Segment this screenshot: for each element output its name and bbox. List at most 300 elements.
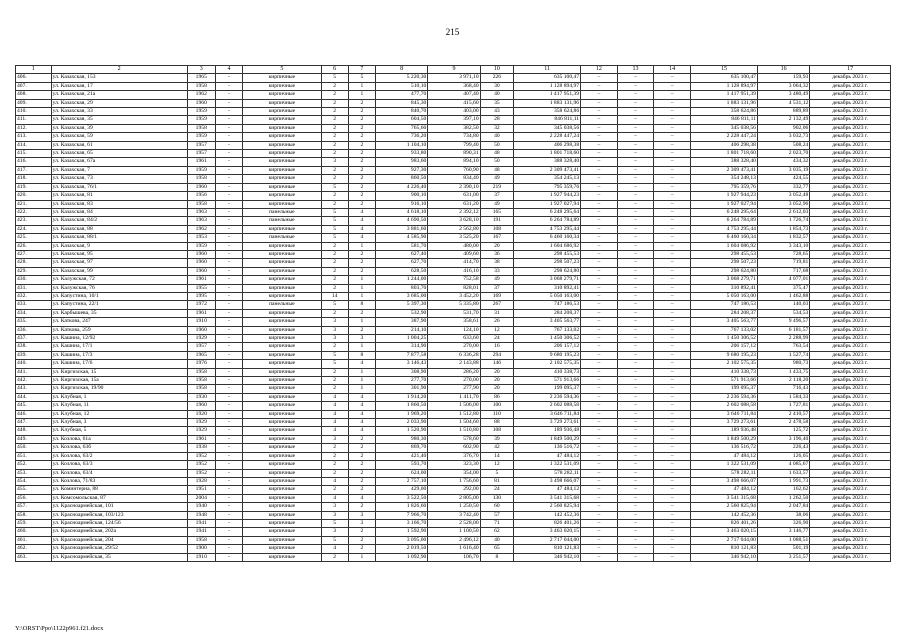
cost-per-sqm-cell: 140,03 — [757, 301, 809, 309]
col-14-cell: – — [654, 234, 691, 242]
row-number-cell: 454. — [16, 477, 52, 485]
year-built-cell: 1959 — [187, 133, 215, 141]
col-14-cell: – — [654, 435, 691, 443]
row-number-cell: 409. — [16, 99, 52, 107]
col-13-cell: – — [617, 284, 654, 292]
floors-cell: 2 — [321, 486, 348, 494]
address-cell: ул. Козлова, 63б — [51, 444, 187, 452]
row-number-cell: 418. — [16, 175, 52, 183]
address-cell: ул. Комсомольская, 87 — [51, 494, 187, 502]
total-cost-cell: 3 541 315,68 — [690, 494, 757, 502]
living-area-cell: 368,40 — [428, 82, 480, 90]
col-12-cell: – — [581, 402, 618, 410]
entrances-cell: 4 — [348, 208, 375, 216]
residents-cell: 24 — [480, 486, 513, 494]
wall-material-cell: кирпичные — [243, 91, 321, 99]
cost-cell: 2 717 044,00 — [514, 536, 581, 544]
year-built-cell: 1962 — [187, 91, 215, 99]
table-row — [16, 141, 891, 149]
total-area-cell: 387,90 — [375, 318, 427, 326]
residents-cell: 40 — [480, 91, 513, 99]
total-area-cell: 1 969,20 — [375, 410, 427, 418]
col-14-cell: – — [654, 452, 691, 460]
cost-cell: 1 322 531,09 — [514, 461, 581, 469]
row-number-cell: 419. — [16, 183, 52, 191]
deadline-cell: декабрь 2023 г. — [810, 377, 891, 385]
entrances-cell: 1 — [348, 284, 375, 292]
total-cost-cell: 2 102 575,35 — [690, 360, 757, 368]
total-area-cell: 627,40 — [375, 250, 427, 258]
table-row — [16, 452, 891, 460]
address-cell: ул. Козлова, 63/2 — [51, 452, 187, 460]
cost-cell: 826 401,26 — [514, 519, 581, 527]
table-row — [16, 486, 891, 494]
col-4-cell: - — [215, 553, 242, 561]
address-cell: ул. Козлова, 61а — [51, 435, 187, 443]
col-4-cell: - — [215, 309, 242, 317]
col-4-cell: - — [215, 158, 242, 166]
col-12-cell: – — [581, 427, 618, 435]
deadline-cell: декабрь 2023 г. — [810, 208, 891, 216]
col-14-cell: – — [654, 377, 691, 385]
col-4-cell: - — [215, 477, 242, 485]
col-4-cell: - — [215, 116, 242, 124]
total-area-cell: 510,10 — [375, 82, 427, 90]
residents-cell: 35 — [480, 99, 513, 107]
residents-cell: 71 — [480, 519, 513, 527]
col-4-cell: - — [215, 528, 242, 536]
col-14-cell: – — [654, 393, 691, 401]
cost-cell: 635 100,47 — [514, 74, 581, 82]
table-row — [16, 377, 891, 385]
row-number-cell: 407. — [16, 82, 52, 90]
cost-cell: 6 460 160,34 — [514, 234, 581, 242]
address-cell: ул. Кашина, 17/1 — [51, 343, 187, 351]
entrances-cell: 1 — [348, 343, 375, 351]
year-built-cell: 1960 — [187, 183, 215, 191]
total-cost-cell: 346 942,10 — [690, 553, 757, 561]
total-cost-cell: 826 401,26 — [690, 519, 757, 527]
floors-cell: 4 — [321, 393, 348, 401]
col-4-cell: - — [215, 133, 242, 141]
year-built-cell: 1960 — [187, 267, 215, 275]
floors-cell: 2 — [321, 284, 348, 292]
col-4-cell: - — [215, 208, 242, 216]
address-cell: ул. Казахская, 61 — [51, 141, 187, 149]
address-cell: ул. Капустина, 22/1 — [51, 301, 187, 309]
row-number-cell: 448. — [16, 427, 52, 435]
row-number-cell: 436. — [16, 326, 52, 334]
living-area-cell: 323,30 — [428, 461, 480, 469]
col-4-cell: - — [215, 259, 242, 267]
col-14-cell: – — [654, 469, 691, 477]
total-area-cell: 421,40 — [375, 452, 427, 460]
entrances-cell: 1 — [348, 553, 375, 561]
total-area-cell: 2 033,90 — [375, 419, 427, 427]
table-row — [16, 528, 891, 536]
total-cost-cell: 47 484,12 — [690, 452, 757, 460]
living-area-cell: 106,70 — [428, 553, 480, 561]
wall-material-cell: кирпичные — [243, 74, 321, 82]
col-12-cell: – — [581, 166, 618, 174]
year-built-cell: 1929 — [187, 419, 215, 427]
col-12-cell: – — [581, 242, 618, 250]
entrances-cell: 1 — [348, 385, 375, 393]
housing-table — [15, 65, 891, 562]
address-cell: ул. Казахская, 88/1 — [51, 234, 187, 242]
table-row — [16, 175, 891, 183]
col-12-cell: – — [581, 377, 618, 385]
col-4-cell: - — [215, 318, 242, 326]
address-cell: ул. Калужская, 72 — [51, 276, 187, 284]
col-13-cell: – — [617, 402, 654, 410]
address-cell: ул. Козлова, 63/3 — [51, 461, 187, 469]
row-number-cell: 422. — [16, 208, 52, 216]
residents-cell: 16 — [480, 343, 513, 351]
col-12-cell: – — [581, 385, 618, 393]
wall-material-cell: кирпичные — [243, 326, 321, 334]
cost-cell: 4 753 295,44 — [514, 225, 581, 233]
col-14-cell: – — [654, 250, 691, 258]
entrances-cell: 4 — [348, 393, 375, 401]
deadline-cell: декабрь 2023 г. — [810, 133, 891, 141]
entrances-cell: 5 — [348, 74, 375, 82]
table-row — [16, 444, 891, 452]
col-14-cell: – — [654, 427, 691, 435]
header-cell-1: 1 — [16, 66, 52, 74]
year-built-cell: 1960 — [187, 99, 215, 107]
living-area-cell: 376,70 — [428, 452, 480, 460]
floors-cell: 2 — [321, 385, 348, 393]
col-4-cell: - — [215, 99, 242, 107]
deadline-cell: декабрь 2023 г. — [810, 528, 891, 536]
wall-material-cell: кирпичные — [243, 267, 321, 275]
cost-per-sqm-cell: 424,55 — [757, 175, 809, 183]
total-area-cell: 3 881,60 — [375, 225, 427, 233]
cost-cell: 747 186,53 — [514, 301, 581, 309]
col-12-cell: – — [581, 133, 618, 141]
row-number-cell: 415. — [16, 150, 52, 158]
entrances-cell: 2 — [348, 99, 375, 107]
row-number-cell: 452. — [16, 461, 52, 469]
row-number-cell: 443. — [16, 385, 52, 393]
row-number-cell: 428. — [16, 259, 52, 267]
table-row — [16, 545, 891, 553]
col-13-cell: – — [617, 536, 654, 544]
cost-cell: 406 298,38 — [514, 141, 581, 149]
cost-per-sqm-cell: 326,90 — [757, 519, 809, 527]
cost-per-sqm-cell: 2 410,57 — [757, 410, 809, 418]
address-cell: ул. Казахская, 67а — [51, 158, 187, 166]
year-built-cell: 1952 — [187, 452, 215, 460]
floors-cell: 2 — [321, 276, 348, 284]
living-area-cell: 2 392,12 — [428, 208, 480, 216]
residents-cell: 24 — [480, 335, 513, 343]
year-built-cell: 1900 — [187, 545, 215, 553]
entrances-cell: 2 — [348, 452, 375, 460]
cost-cell: 2 309 473,41 — [514, 166, 581, 174]
col-4-cell: - — [215, 335, 242, 343]
address-cell: ул. Казахская, 33 — [51, 108, 187, 116]
deadline-cell: декабрь 2023 г. — [810, 419, 891, 427]
residents-cell: 14 — [480, 452, 513, 460]
wall-material-cell: кирпичные — [243, 385, 321, 393]
col-13-cell: – — [617, 435, 654, 443]
cost-per-sqm-cell: 3 064,32 — [757, 82, 809, 90]
entrances-cell: 2 — [348, 435, 375, 443]
col-14-cell: – — [654, 326, 691, 334]
col-13-cell: – — [617, 410, 654, 418]
wall-material-cell: панельные — [243, 234, 321, 242]
living-area-cell: 3 525,20 — [428, 234, 480, 242]
floors-cell: 2 — [321, 192, 348, 200]
col-12-cell: – — [581, 553, 618, 561]
cost-cell: 298 455,53 — [514, 250, 581, 258]
table-row — [16, 343, 891, 351]
year-built-cell: 1941 — [187, 519, 215, 527]
address-cell: ул. Казахская, 21а — [51, 91, 187, 99]
table-row — [16, 99, 891, 107]
row-number-cell: 425. — [16, 234, 52, 242]
total-area-cell: 1 592,90 — [375, 528, 427, 536]
residents-cell: 267 — [480, 301, 513, 309]
wall-material-cell: кирпичные — [243, 250, 321, 258]
wall-material-cell: кирпичные — [243, 419, 321, 427]
col-14-cell: – — [654, 351, 691, 359]
total-area-cell: 927,30 — [375, 166, 427, 174]
total-area-cell: 1 092,90 — [375, 553, 427, 561]
year-built-cell: 1960 — [187, 326, 215, 334]
residents-cell: 48 — [480, 150, 513, 158]
residents-cell: 50 — [480, 158, 513, 166]
total-cost-cell: 635 100,47 — [690, 74, 757, 82]
cost-per-sqm-cell: 159,93 — [757, 74, 809, 82]
table-row — [16, 192, 891, 200]
col-4-cell: - — [215, 410, 242, 418]
residents-cell: 165 — [480, 208, 513, 216]
row-number-cell: 453. — [16, 469, 52, 477]
entrances-cell: 2 — [348, 150, 375, 158]
cost-cell: 346 942,10 — [514, 553, 581, 561]
col-14-cell: – — [654, 318, 691, 326]
wall-material-cell: кирпичные — [243, 99, 321, 107]
total-cost-cell: 388 328,40 — [690, 158, 757, 166]
row-number-cell: 463. — [16, 553, 52, 561]
floors-cell: 5 — [321, 74, 348, 82]
total-cost-cell: 4 753 295,44 — [690, 225, 757, 233]
floors-cell: 2 — [321, 124, 348, 132]
total-area-cell: 1 520,90 — [375, 427, 427, 435]
row-number-cell: 459. — [16, 519, 52, 527]
table-row — [16, 553, 891, 561]
address-cell: ул. Киргизская, 15а — [51, 377, 187, 385]
floors-cell: 2 — [321, 461, 348, 469]
residents-cell: 20 — [480, 242, 513, 250]
cost-cell: 199 095,37 — [514, 385, 581, 393]
cost-per-sqm-cell: 4 077,01 — [757, 276, 809, 284]
cost-cell: 9 680 195,23 — [514, 351, 581, 359]
deadline-cell: декабрь 2023 г. — [810, 309, 891, 317]
address-cell: ул. Красноармейская, 204 — [51, 536, 187, 544]
col-14-cell: – — [654, 385, 691, 393]
col-4-cell: - — [215, 234, 242, 242]
cost-cell: 846 811,11 — [514, 116, 581, 124]
cost-cell: 571 913,66 — [514, 377, 581, 385]
living-area-cell: 2 805,00 — [428, 494, 480, 502]
living-area-cell: 1 512,80 — [428, 410, 480, 418]
col-12-cell: – — [581, 494, 618, 502]
cost-per-sqm-cell: 501,19 — [757, 545, 809, 553]
table-row — [16, 217, 891, 225]
col-13-cell: – — [617, 116, 654, 124]
col-12-cell: – — [581, 259, 618, 267]
cost-per-sqm-cell: 719,81 — [757, 259, 809, 267]
total-cost-cell: 1 417 951,39 — [690, 91, 757, 99]
total-cost-cell: 298 507,23 — [690, 259, 757, 267]
col-13-cell: – — [617, 267, 654, 275]
deadline-cell: декабрь 2023 г. — [810, 116, 891, 124]
col-12-cell: – — [581, 82, 618, 90]
total-cost-cell: 2 236 594,36 — [690, 393, 757, 401]
entrances-cell: 1 — [348, 318, 375, 326]
col-4-cell: - — [215, 377, 242, 385]
address-cell: ул. Казахская, 83 — [51, 200, 187, 208]
col-4-cell: - — [215, 166, 242, 174]
entrances-cell: 1 — [348, 377, 375, 385]
col-4-cell: - — [215, 242, 242, 250]
table-row — [16, 242, 891, 250]
total-cost-cell: 354 248,13 — [690, 175, 757, 183]
deadline-cell: декабрь 2023 г. — [810, 469, 891, 477]
col-12-cell: – — [581, 528, 618, 536]
row-number-cell: 429. — [16, 267, 52, 275]
cost-per-sqm-cell: 3 196,40 — [757, 435, 809, 443]
address-cell: ул. Киргизская, 15 — [51, 368, 187, 376]
address-cell: ул. Казахская, 29 — [51, 99, 187, 107]
cost-per-sqm-cell: 162,62 — [757, 486, 809, 494]
living-area-cell: 602,90 — [428, 444, 480, 452]
total-area-cell: 7 877,58 — [375, 351, 427, 359]
col-4-cell: - — [215, 183, 242, 191]
table-row — [16, 419, 891, 427]
total-area-cell: 593,70 — [375, 461, 427, 469]
deadline-cell: декабрь 2023 г. — [810, 99, 891, 107]
floors-cell: 2 — [321, 82, 348, 90]
row-number-cell: 408. — [16, 91, 52, 99]
table-row — [16, 385, 891, 393]
col-4-cell: - — [215, 82, 242, 90]
entrances-cell: 2 — [348, 309, 375, 317]
col-13-cell: – — [617, 183, 654, 191]
total-cost-cell: 3 498 666,07 — [690, 477, 757, 485]
deadline-cell: декабрь 2023 г. — [810, 486, 891, 494]
entrances-cell: 1 — [348, 91, 375, 99]
cost-per-sqm-cell: 3 052,48 — [757, 192, 809, 200]
col-13-cell: – — [617, 91, 654, 99]
address-cell: ул. Красноармейская, 35 — [51, 553, 187, 561]
address-cell: ул. Красноармейская, 29/52 — [51, 545, 187, 553]
entrances-cell: 8 — [348, 301, 375, 309]
col-13-cell: – — [617, 335, 654, 343]
wall-material-cell: кирпичные — [243, 284, 321, 292]
address-cell: ул. Клубная, 11 — [51, 402, 187, 410]
col-13-cell: – — [617, 385, 654, 393]
col-4-cell: - — [215, 435, 242, 443]
total-cost-cell: 3 646 711,84 — [690, 410, 757, 418]
table-row — [16, 427, 891, 435]
floors-cell: 3 — [321, 511, 348, 519]
total-area-cell: 604,50 — [375, 116, 427, 124]
living-area-cell: 3 628,10 — [428, 217, 480, 225]
living-area-cell: 578,60 — [428, 435, 480, 443]
cost-per-sqm-cell: 9 496,57 — [757, 318, 809, 326]
wall-material-cell: кирпичные — [243, 402, 321, 410]
cost-cell: 3 541 315,68 — [514, 494, 581, 502]
cost-per-sqm-cell: 1 633,57 — [757, 469, 809, 477]
living-area-cell: 1 756,60 — [428, 477, 480, 485]
year-built-cell: 1920 — [187, 410, 215, 418]
total-area-cell: 983,60 — [375, 158, 427, 166]
col-13-cell: – — [617, 150, 654, 158]
address-cell: ул. Клубная, 1 — [51, 393, 187, 401]
col-12-cell: – — [581, 108, 618, 116]
residents-cell: 191 — [480, 217, 513, 225]
col-12-cell: – — [581, 217, 618, 225]
wall-material-cell: кирпичные — [243, 335, 321, 343]
row-number-cell: 446. — [16, 410, 52, 418]
total-area-cell: 845,30 — [375, 99, 427, 107]
residents-cell: 108 — [480, 225, 513, 233]
header-row — [16, 66, 891, 74]
address-cell: ул. Казахская, 95 — [51, 250, 187, 258]
year-built-cell: 1930 — [187, 393, 215, 401]
col-13-cell: – — [617, 351, 654, 359]
row-number-cell: 426. — [16, 242, 52, 250]
row-number-cell: 414. — [16, 141, 52, 149]
row-number-cell: 450. — [16, 444, 52, 452]
cost-per-sqm-cell: 2 132,49 — [757, 116, 809, 124]
col-4-cell: - — [215, 74, 242, 82]
year-built-cell: 1948 — [187, 511, 215, 519]
total-cost-cell: 1 322 531,09 — [690, 461, 757, 469]
year-built-cell: 1952 — [187, 469, 215, 477]
cost-per-sqm-cell: 1 462,88 — [757, 292, 809, 300]
year-built-cell: 1951 — [187, 486, 215, 494]
floors-cell: 3 — [321, 503, 348, 511]
residents-cell: 37 — [480, 192, 513, 200]
residents-cell: 33 — [480, 267, 513, 275]
cost-cell: 310 892,41 — [514, 284, 581, 292]
col-4-cell: - — [215, 536, 242, 544]
cost-cell: 345 038,56 — [514, 124, 581, 132]
total-area-cell: 840,70 — [375, 108, 427, 116]
year-built-cell: 1958 — [187, 124, 215, 132]
wall-material-cell: кирпичные — [243, 166, 321, 174]
col-4-cell: - — [215, 461, 242, 469]
col-14-cell: – — [654, 309, 691, 317]
cost-cell: 189 936,48 — [514, 427, 581, 435]
cost-per-sqm-cell: 2 288,99 — [757, 335, 809, 343]
address-cell: ул. Казахская, 81 — [51, 192, 187, 200]
wall-material-cell: кирпичные — [243, 427, 321, 435]
floors-cell: 2 — [321, 108, 348, 116]
total-area-cell: 1 826,60 — [375, 503, 427, 511]
cost-cell: 3 729 273,61 — [514, 419, 581, 427]
floors-cell: 5 — [321, 217, 348, 225]
table-row — [16, 461, 891, 469]
total-area-cell: 1 860,50 — [375, 402, 427, 410]
year-built-cell: 1976 — [187, 360, 215, 368]
